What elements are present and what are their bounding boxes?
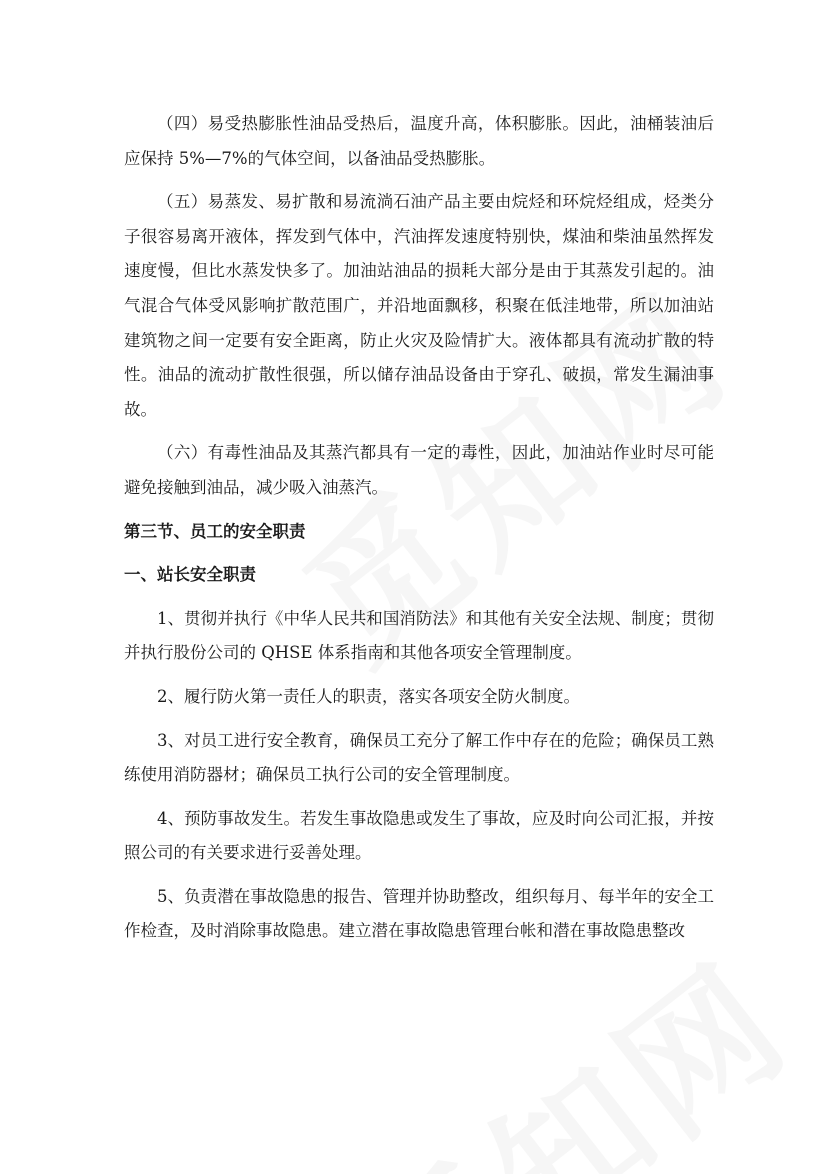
duty-item-4: 4、预防事故发生。若发生事故隐患或发生了事故，应及时向公司汇报，并按照公司的有关要求进行妥善处理。 — [124, 808, 714, 863]
subsection-heading: 一、站长安全职责 — [124, 565, 256, 585]
paragraph-5-evaporation: （五）易蒸发、易扩散和易流淌石油产品主要由烷烃和环烷烃组成，烃类分子很容易离开液体，挥发到气体中，汽油挥发速度特别快，煤油和柴油虽然挥发速度慢，但比水蒸发快多了。加油站油品的损耗大部分是由于其蒸发引起的。油气混合气体受风影响扩散范围广，并沿地面飘移，积聚在低洼地带，所以加油站建筑物之间一定要有安全距离，防止火灾及险情扩大。液体都具有流动扩散的特性。油品的流动扩散性很强，所以储存油品设备由于穿孔、破损，常发生漏油事故。 — [124, 192, 714, 419]
section-heading: 第三节、员工的安全职责 — [124, 521, 306, 541]
paragraph-4-thermal-expansion: （四）易受热膨胀性油品受热后，温度升高，体积膨胀。因此，油桶装油后应保持 5%—7%的气体空间，以备油品受热膨胀。 — [124, 114, 714, 168]
duty-item-5: 5、负责潜在事故隐患的报告、管理并协助整改，组织每月、每半年的安全工作检查，及时消除事故隐患。建立潜在事故隐患管理台帐和潜在事故隐患整改 — [124, 886, 714, 941]
document-body — [124, 107, 714, 958]
paragraph-6-toxicity: （六）有毒性油品及其蒸汽都具有一定的毒性，因此，加油站作业时尽可能避免接触到油品，减少吸入油蒸汽。 — [124, 443, 714, 497]
duty-item-1: 1、贯彻并执行《中华人民共和国消防法》和其他有关安全法规、制度；贯彻并执行股份公司的 QHSE 体系指南和其他各项安全管理制度。 — [124, 608, 714, 663]
duty-item-3: 3、对员工进行安全教育，确保员工充分了解工作中存在的危险；确保员工熟练使用消防器材；确保员工执行公司的安全管理制度。 — [124, 730, 714, 785]
duty-item-2: 2、履行防火第一责任人的职责，落实各项安全防火制度。 — [157, 686, 580, 706]
